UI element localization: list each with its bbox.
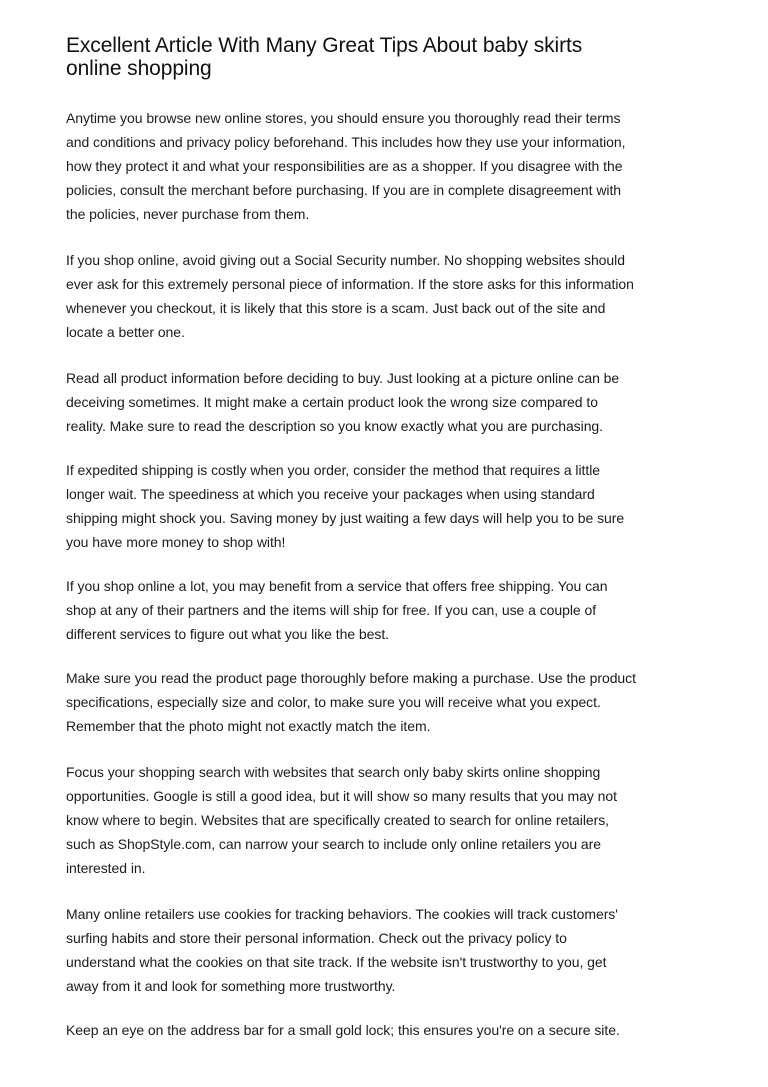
- text-line: If you shop online a lot, you may benefit from a service that offers free shipping. You can: [66, 578, 608, 594]
- text-line: deceiving sometimes. It might make a certain product look the wrong size compared to: [66, 394, 598, 410]
- text-line: different services to figure out what you like the best.: [66, 626, 390, 642]
- title-line: Excellent Article With Many Great Tips About baby skirts: [66, 34, 583, 57]
- text-line: Read all product information before deciding to buy. Just looking at a picture online can be: [66, 370, 620, 386]
- text-line: locate a better one.: [66, 324, 185, 340]
- text-line: whenever you checkout, it is likely that this store is a scam. Just back out of the site and: [66, 300, 606, 316]
- paragraph-address-bar-lock: [66, 1018, 620, 1042]
- text-line: Keep an eye on the address bar for a small gold lock; this ensures you're on a secure site.: [66, 1022, 620, 1038]
- text-line: Remember that the photo might not exactly match the item.: [66, 718, 431, 734]
- paragraph-social-security: [66, 248, 634, 344]
- text-line: If expedited shipping is costly when you order, consider the method that requires a little: [66, 462, 601, 478]
- paragraph-product-information: [66, 366, 619, 438]
- text-line: such as ShopStyle.com, can narrow your search to include only online retailers you are: [66, 836, 601, 852]
- text-line: Focus your shopping search with websites that search only baby skirts online shopping: [66, 764, 601, 780]
- paragraph-cookies: [66, 902, 618, 998]
- paragraph-focus-search: [66, 760, 617, 880]
- text-line: Many online retailers use cookies for tracking behaviors. The cookies will track customers': [66, 906, 618, 922]
- text-line: Make sure you read the product page thoroughly before making a purchase. Use the product: [66, 670, 636, 686]
- text-line: away from it and look for something more trustworthy.: [66, 978, 396, 994]
- text-line: ever ask for this extremely personal piece of information. If the store asks for this information: [66, 276, 634, 292]
- text-line: If you shop online, avoid giving out a Social Security number. No shopping websites should: [66, 252, 625, 268]
- text-line: shop at any of their partners and the items will ship for free. If you can, use a couple of: [66, 602, 597, 618]
- article-title: [66, 34, 706, 80]
- document-page: [66, 34, 706, 1038]
- text-line: and conditions and privacy policy beforehand. This includes how they use your information,: [66, 134, 626, 150]
- paragraph-free-shipping: [66, 574, 608, 646]
- text-line: specifications, especially size and color, to make sure you will receive what you expect.: [66, 694, 601, 710]
- text-line: how they protect it and what your responsibilities are as a shopper. If you disagree with the: [66, 158, 623, 174]
- text-line: interested in.: [66, 860, 146, 876]
- title-line: online shopping: [66, 57, 212, 80]
- text-line: you have more money to shop with!: [66, 534, 286, 550]
- text-line: surfing habits and store their personal information. Check out the privacy policy to: [66, 930, 567, 946]
- text-line: know where to begin. Websites that are specifically created to search for online retailers,: [66, 812, 610, 828]
- text-line: policies, consult the merchant before purchasing. If you are in complete disagreement with: [66, 182, 622, 198]
- text-line: Anytime you browse new online stores, you should ensure you thoroughly read their terms: [66, 110, 621, 126]
- text-line: shipping might shock you. Saving money by just waiting a few days will help you to be sure: [66, 510, 625, 526]
- text-line: longer wait. The speediness at which you receive your packages when using standard: [66, 486, 595, 502]
- text-line: the policies, never purchase from them.: [66, 206, 310, 222]
- text-line: reality. Make sure to read the description so you know exactly what you are purchasing.: [66, 418, 604, 434]
- paragraph-product-page: [66, 666, 636, 738]
- text-line: understand what the cookies on that site track. If the website isn't trustworthy to you, get: [66, 954, 607, 970]
- paragraph-terms-and-privacy: [66, 106, 625, 226]
- text-line: opportunities. Google is still a good idea, but it will show so many results that you may not: [66, 788, 617, 804]
- paragraph-expedited-shipping: [66, 458, 624, 554]
